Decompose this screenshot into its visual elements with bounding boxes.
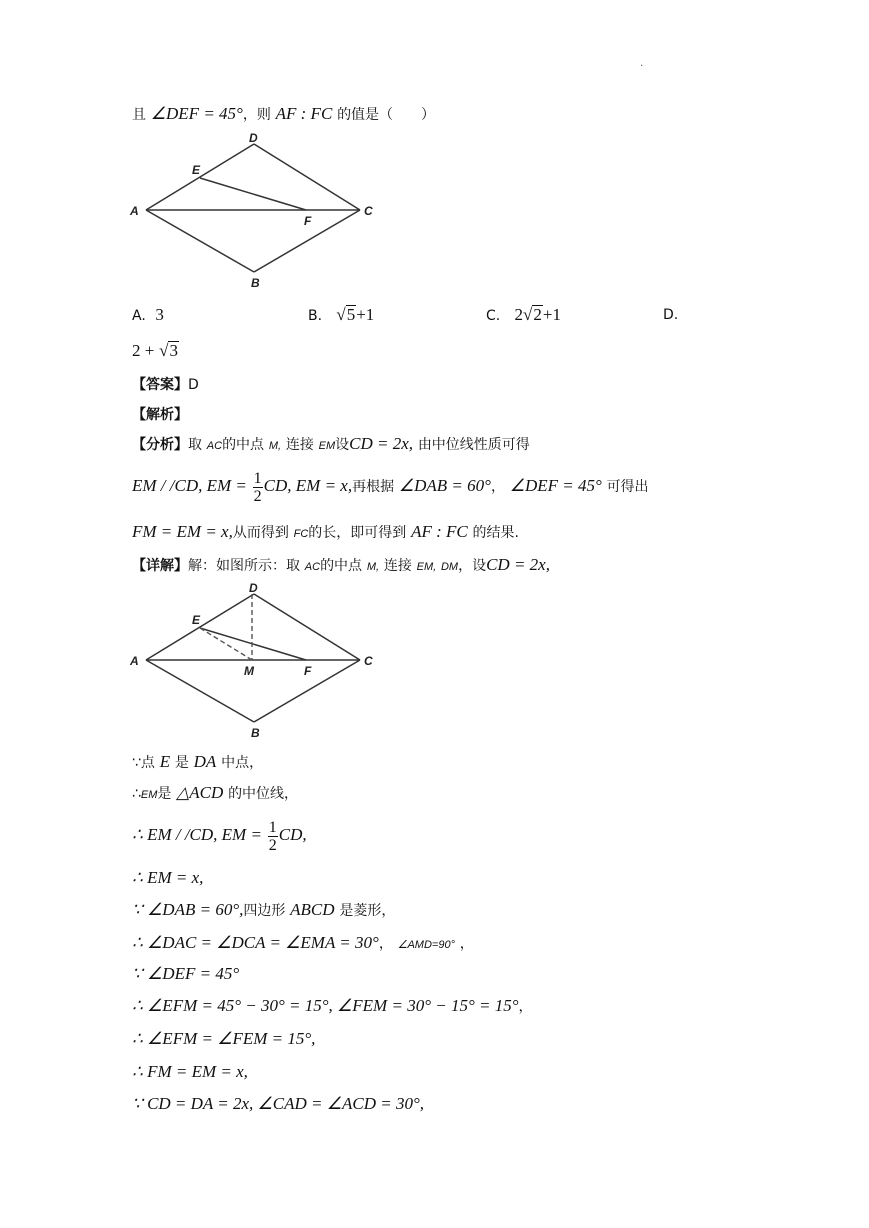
xiangjie-t1: 解：如图所示：取 <box>188 558 300 574</box>
step-5b: 四边形 <box>243 903 286 919</box>
fenxi-line-3 <box>132 522 519 544</box>
fenxi-l2d: ∠DAB = 60° <box>398 476 491 495</box>
question-prefix: 且 <box>132 107 146 123</box>
option-c-value: 2√2+1 <box>514 305 561 324</box>
option-b <box>308 305 374 325</box>
fraction-den: 2 <box>253 487 262 505</box>
step-7 <box>132 964 239 984</box>
dashed-EM <box>200 628 252 660</box>
step-2b: EM <box>140 789 158 801</box>
edge-BA <box>146 210 254 272</box>
fenxi-cd2x: CD = 2x, <box>349 434 414 453</box>
label-A: A <box>130 204 139 218</box>
option-d <box>663 305 678 323</box>
option-c <box>486 305 561 325</box>
rhombus-figure-2 <box>128 582 388 742</box>
step-8 <box>132 996 533 1017</box>
label2-C: C <box>364 654 373 668</box>
fenxi-l2g: 可得出 <box>606 479 649 495</box>
xiangjie-t3: 连接 <box>383 558 412 574</box>
label2-B: B <box>251 726 260 740</box>
step-2e: 的中位线， <box>228 786 299 802</box>
fenxi-l3b: 从而得到 <box>232 525 289 541</box>
option-a-letter: A. <box>132 308 146 324</box>
step-11 <box>132 1094 424 1114</box>
step-3-num: 1 <box>268 818 277 836</box>
fenxi-l3e: AF : FC <box>411 522 468 541</box>
question-line <box>132 104 435 125</box>
step-1e: 中点， <box>221 755 264 771</box>
step-2d: △ACD <box>176 783 224 802</box>
fenxi-l3f: 的结果. <box>472 525 519 541</box>
step-8b: ， <box>518 999 533 1015</box>
step-3-fraction <box>268 819 278 854</box>
step-3b: CD, <box>278 825 307 844</box>
step-6b: ， <box>378 936 393 952</box>
step-6a: ∴ ∠DAC = ∠DCA = ∠EMA = 30° <box>132 933 379 952</box>
option-c-letter: C. <box>486 308 501 324</box>
page-dot: . <box>640 58 644 69</box>
step-4 <box>132 868 203 888</box>
xiangjie-ac: AC <box>304 561 321 573</box>
label2-E: E <box>192 613 201 627</box>
step-8a: ∴ ∠EFM = 45° − 30° = 15°, ∠FEM = 30° − 15° = 15° <box>132 996 519 1015</box>
xiangjie-t4: ，设 <box>458 558 487 574</box>
fenxi-m: M, <box>268 440 282 452</box>
label2-D: D <box>249 582 258 595</box>
label-F: F <box>304 214 312 228</box>
xiangjie-t2: 的中点 <box>320 558 363 574</box>
xiangjie-cd2x: CD = 2x, <box>486 555 550 574</box>
step-6 <box>132 933 474 955</box>
analysis-title-text: 【解析】 <box>132 407 188 423</box>
fenxi-line-1 <box>132 434 530 456</box>
question-angle: ∠DEF = 45° <box>150 104 243 123</box>
step-1a: ∵点 <box>132 755 155 771</box>
fenxi-l2e: ， <box>490 479 505 495</box>
step-5c: ABCD <box>290 900 335 919</box>
fenxi-t4: 设 <box>335 437 350 453</box>
rhombus-figure-1 <box>128 132 388 292</box>
step-6c: ∠AMD=90° <box>397 939 455 951</box>
step-2 <box>132 783 298 805</box>
option-b-letter: B. <box>308 308 323 324</box>
step-2c: 是 <box>157 786 172 802</box>
step-5d: 是菱形， <box>339 903 396 919</box>
step-1d: DA <box>193 752 217 771</box>
fenxi-t2: 的中点 <box>222 437 265 453</box>
fenxi-ac: AC <box>206 440 223 452</box>
step-4-text: ∴ EM = x, <box>132 868 204 887</box>
option-c-root: 2 <box>533 305 542 324</box>
xiangjie-m: M, <box>366 561 380 573</box>
edge-DC-2 <box>254 594 360 660</box>
segment-EF-2 <box>200 628 306 660</box>
option-a-value: 3 <box>155 305 164 324</box>
fenxi-label: 【分析】 <box>132 437 188 453</box>
xiangjie-line <box>132 555 550 577</box>
fenxi-l3c: FC <box>293 528 309 540</box>
step-3a: ∴ EM / /CD, EM = <box>132 825 262 844</box>
label-E: E <box>192 163 201 177</box>
option-d-root: 3 <box>169 341 178 360</box>
step-9 <box>132 1029 315 1049</box>
step-5a: ∵ ∠DAB = 60°, <box>132 900 244 919</box>
step-2a: ∴ <box>132 786 141 802</box>
option-c-head: 2 <box>514 305 524 324</box>
option-d-value: 2 + √3 <box>132 341 178 360</box>
edge-AD-2 <box>146 594 254 660</box>
fenxi-l2f: ∠DEF = 45° <box>509 476 602 495</box>
option-c-tail: +1 <box>542 305 561 324</box>
option-d-head: 2 + <box>132 341 155 360</box>
option-b-tail: +1 <box>356 305 375 324</box>
label-B: B <box>251 276 260 290</box>
answer-line <box>132 374 199 395</box>
question-ratio: AF : FC <box>275 104 333 123</box>
fenxi-t5: 由中位线性质可得 <box>417 437 530 453</box>
step-1c: 是 <box>174 755 189 771</box>
edge-AD <box>146 144 254 210</box>
fraction-num: 1 <box>253 469 262 487</box>
fenxi-l2c: 再根据 <box>352 479 395 495</box>
label2-A: A <box>130 654 139 668</box>
step-10-text: ∴ FM = EM = x, <box>132 1062 248 1081</box>
fenxi-t3: 连接 <box>285 437 314 453</box>
label-C: C <box>364 204 373 218</box>
analysis-title <box>132 404 188 425</box>
option-b-root: 5 <box>346 305 356 324</box>
label2-F: F <box>304 664 312 678</box>
answer-value: D <box>188 377 199 393</box>
fenxi-line-2 <box>132 468 649 505</box>
fenxi-l2a: EM / /CD, EM = <box>132 476 247 495</box>
option-b-value: √5+1 <box>336 305 375 324</box>
fenxi-t1: 取 <box>188 437 202 453</box>
edge-DC <box>254 144 360 210</box>
step-3 <box>132 815 307 855</box>
fenxi-l2b: CD, EM = x, <box>263 476 353 495</box>
step-9-text: ∴ ∠EFM = ∠FEM = 15°, <box>132 1029 316 1048</box>
xiangjie-dm: DM <box>440 561 459 573</box>
step-5 <box>132 900 395 921</box>
step-1b: E <box>159 752 171 771</box>
label-D: D <box>249 132 258 145</box>
label2-M: M <box>244 664 254 678</box>
fraction-half <box>253 470 263 505</box>
fenxi-l3d: 的长，即可得到 <box>308 525 407 541</box>
xiangjie-em: EM, <box>416 561 437 573</box>
option-d-letter: D. <box>663 307 679 323</box>
answer-label: 【答案】 <box>132 377 188 393</box>
step-10 <box>132 1062 248 1082</box>
fenxi-em: EM <box>318 440 336 452</box>
question-suffix: 的值是（ ） <box>337 107 436 123</box>
step-11-text: ∵ CD = DA = 2x, ∠CAD = ∠ACD = 30°, <box>132 1094 424 1113</box>
fenxi-l3a: FM = EM = x, <box>132 522 233 541</box>
segment-EF <box>200 178 306 210</box>
question-mid: ，则 <box>242 107 271 123</box>
step-1 <box>132 752 263 773</box>
option-a <box>132 305 164 325</box>
step-6d: ， <box>459 936 474 952</box>
xiangjie-label: 【详解】 <box>132 558 188 574</box>
step-3-den: 2 <box>268 836 277 854</box>
step-7-text: ∵ ∠DEF = 45° <box>132 964 240 983</box>
edge-BA-2 <box>146 660 254 722</box>
